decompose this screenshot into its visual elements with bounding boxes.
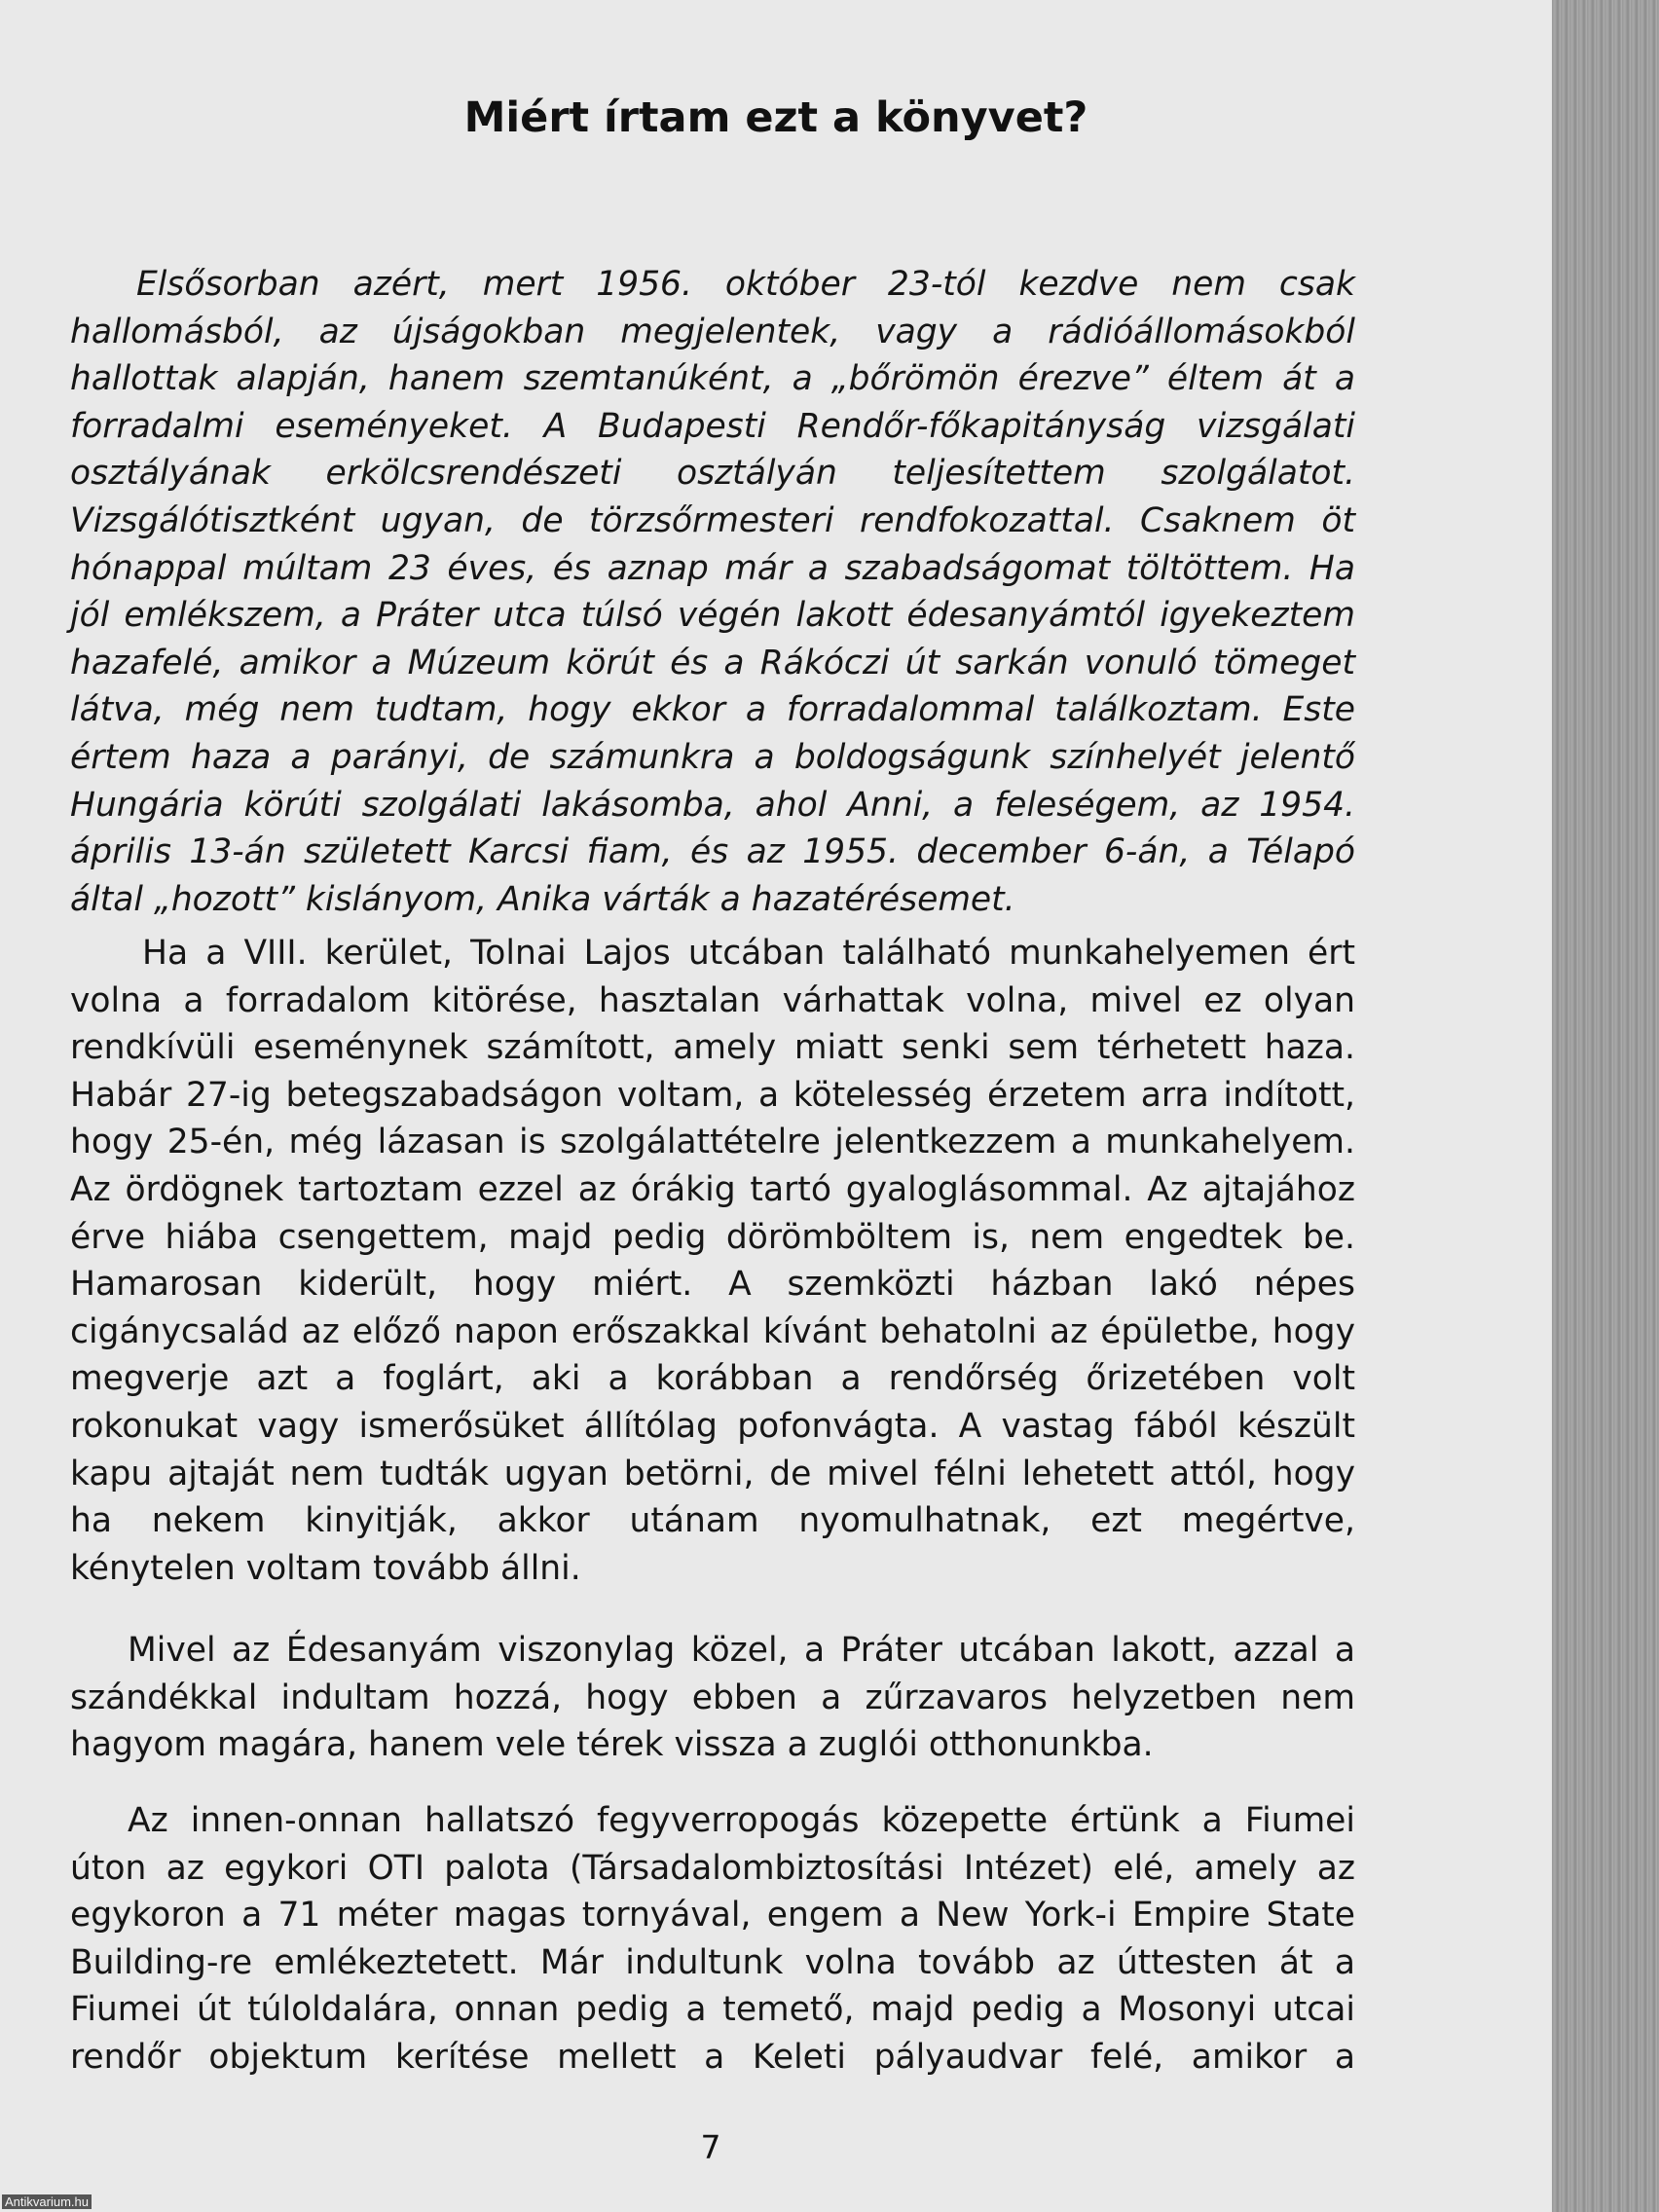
paragraph-line: rendkívüli eseménynek számított, amely miatt senki sem térhetett haza. xyxy=(70,1028,1355,1068)
paragraph-line: rokonukat vagy ismerősüket állítólag pofonvágta. A vastag fából készült xyxy=(70,1406,1355,1446)
paragraph-line: úton az egykori OTI palota (Társadalombiztosítási Intézet) elé, amely az xyxy=(70,1848,1355,1888)
page-edge-stack xyxy=(1552,0,1659,2212)
paragraph-line: április 13-án született Karcsi fiam, és az 1955. december 6-án, a Télapó xyxy=(70,832,1355,872)
paragraph-line: cigánycsalád az előző napon erőszakkal kívánt behatolni az épületbe, hogy xyxy=(70,1311,1355,1351)
paragraph-line: kénytelen voltam tovább állni. xyxy=(70,1548,581,1588)
paragraph-2 xyxy=(70,930,1355,1592)
paragraph-line: Mivel az Édesanyám viszonylag közel, a Práter utcában lakott, azzal a xyxy=(128,1631,1355,1670)
paragraph-line: Ha a VIII. kerület, Tolnai Lajos utcában található munkahelyemen ért xyxy=(142,934,1355,973)
paragraph-line: szándékkal indultam hozzá, hogy ebben a zűrzavaros helyzetben nem xyxy=(70,1677,1355,1717)
paragraph-line: megverje azt a foglárt, aki a korábban a rendőrség őrizetében volt xyxy=(70,1359,1355,1399)
paragraph-line: látva, még nem tudtam, hogy ekkor a forradalommal találkoztam. Este xyxy=(70,690,1355,730)
chapter-title: Miért írtam ezt a könyvet? xyxy=(463,93,1088,142)
paragraph-4 xyxy=(70,1797,1355,2082)
paragraph-line: Az innen-onnan hallatszó fegyverropogás közepette értünk a Fiumei xyxy=(128,1801,1355,1840)
paragraph-line: hogy 25-én, még lázasan is szolgálattételre jelentkezzem a munkahelyem. xyxy=(70,1123,1355,1162)
paragraph-line: hazafelé, amikor a Múzeum körút és a Rákóczi út sarkán vonuló tömeget xyxy=(70,643,1355,682)
paragraph-line: egykoron a 71 méter magas tornyával, engem a New York-i Empire State xyxy=(70,1896,1355,1936)
paragraph-line: Vizsgálótisztként ugyan, de törzsőrmesteri rendfokozattal. Csaknem öt xyxy=(70,500,1355,540)
paragraph-line: érve hiába csengettem, majd pedig dörömböltem is, nem engedtek be. xyxy=(70,1217,1355,1257)
paragraph-line: Fiumei út túloldalára, onnan pedig a temető, majd pedig a Mosonyi utcai xyxy=(70,1990,1355,2030)
paragraph-line: Az ördögnek tartoztam ezzel az órákig tartó gyaloglásommal. Az ajtajához xyxy=(70,1169,1355,1209)
paragraph-line: Habár 27-ig betegszabadságon voltam, a kötelesség érzetem arra indított, xyxy=(70,1075,1355,1115)
paragraph-line: hagyom magára, hanem vele térek vissza a zuglói otthonunkba. xyxy=(70,1725,1154,1765)
paragraph-line: osztályának erkölcsrendészeti osztályán teljesítettem szolgálatot. xyxy=(70,454,1355,494)
page-number: 7 xyxy=(700,2128,721,2166)
paragraph-line: forradalmi eseményeket. A Budapesti Rendőr-főkapitányság vizsgálati xyxy=(70,406,1355,446)
paragraph-line: jól emlékszem, a Práter utca túlsó végén lakott édesanyámtól igyekeztem xyxy=(70,596,1355,636)
paragraph-line: rendőr objektum kerítése mellett a Keleti pályaudvar felé, amikor a xyxy=(70,2037,1355,2077)
paragraph-line: kapu ajtaját nem tudták ugyan betörni, de mivel félni lehetett attól, hogy xyxy=(70,1454,1355,1493)
paragraph-line: hallottak alapján, hanem szemtanúként, a „bőrömön érezve” éltem át a xyxy=(70,359,1355,399)
paragraph-line: Elsősorban azért, mert 1956. október 23-tól kezdve nem csak xyxy=(136,265,1355,304)
paragraph-line: értem haza a parányi, de számunkra a boldogságunk színhelyét jelentő xyxy=(70,737,1355,777)
paragraph-line: Hungária körúti szolgálati lakásomba, ahol Anni, a feleségem, az 1954. xyxy=(70,785,1355,825)
paragraph-line: hallomásból, az újságokban megjelentek, vagy a rádióállomásokból xyxy=(70,312,1355,351)
paragraph-line: Hamarosan kiderült, hogy miért. A szemközti házban lakó népes xyxy=(70,1265,1355,1305)
paragraph-line: által „hozott” kislányom, Anika várták a hazatérésemet. xyxy=(70,879,1015,919)
paragraph-3 xyxy=(70,1627,1355,1769)
watermark: Antikvarium.hu xyxy=(2,2194,92,2209)
paragraph-line: hónappal múltam 23 éves, és aznap már a szabadságomat töltöttem. Ha xyxy=(70,548,1355,588)
paragraph-line: ha nekem kinyitják, akkor utánam nyomulhatnak, ezt megértve, xyxy=(70,1501,1355,1541)
paragraph-line: volna a forradalom kitörése, hasztalan várhattak volna, mivel ez olyan xyxy=(70,980,1355,1020)
paragraph-line: Building-re emlékeztetett. Már indultunk volna tovább az úttesten át a xyxy=(70,1942,1355,1982)
paragraph-1 xyxy=(70,261,1355,923)
